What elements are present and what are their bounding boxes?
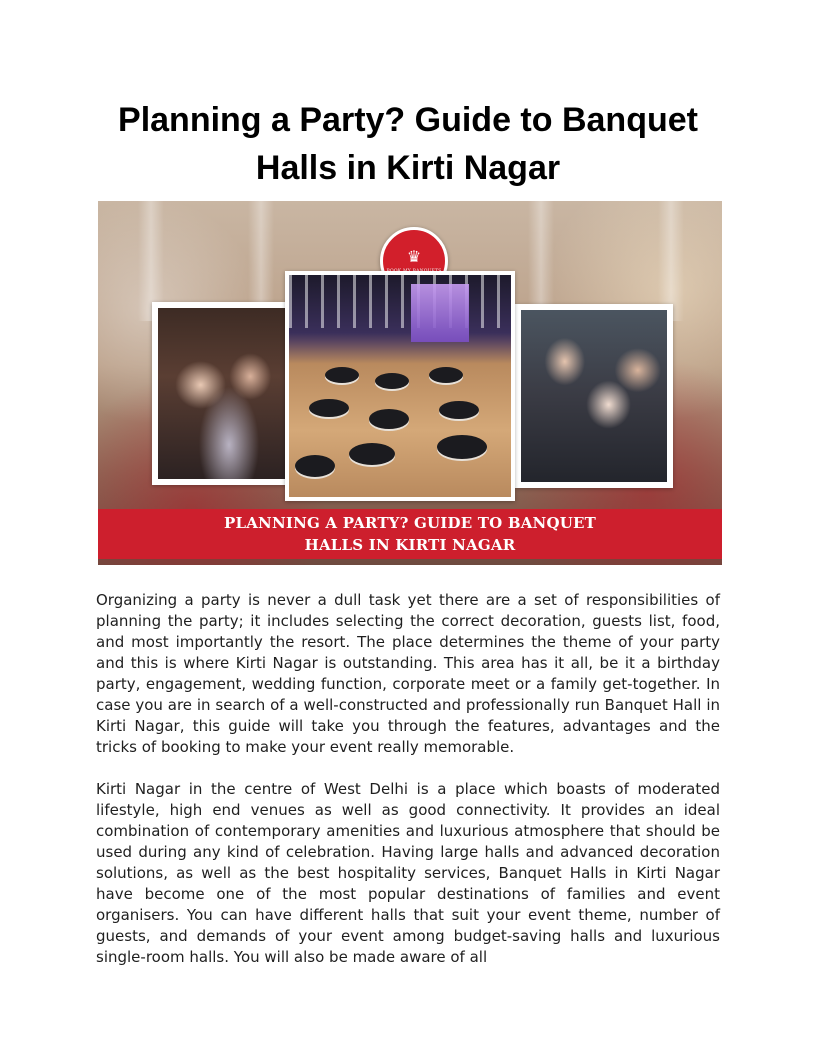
hero-image xyxy=(98,201,722,565)
round-table xyxy=(429,367,463,383)
dancing-crowd-image xyxy=(158,308,300,479)
banquet-hall-image xyxy=(289,275,511,497)
stage-lighting xyxy=(411,284,469,342)
banner-line: HALLS IN KIRTI NAGAR xyxy=(304,536,516,554)
party-photo-left xyxy=(152,302,306,485)
round-table xyxy=(437,435,487,459)
party-photo-right xyxy=(515,304,673,488)
paragraph: Organizing a party is never a dull task yet there are a set of responsibilities of planning the party; it includes selecting the correct decoration, guests list, food, and most importantly the resort. The place determines the theme of your party and this is where Kirti Nagar is outstanding. This area has it all, be it a birthday party, engagement, wedding function, corporate meet or a family get-together. In case you are in search of a well-constructed and professionally run Banquet Hall in Kirti Nagar, this guide will take you through the features, advantages and the tricks of booking to make your event really memorable. xyxy=(96,591,720,756)
round-table xyxy=(349,443,395,465)
ceiling-lights xyxy=(289,275,511,328)
round-table xyxy=(325,367,359,383)
round-table xyxy=(309,399,349,417)
round-table xyxy=(439,401,479,419)
background-drape xyxy=(658,201,684,321)
page-title: Planning a Party? Guide to Banquet Halls in Kirti Nagar xyxy=(118,101,698,187)
celebrating-crowd-image xyxy=(521,310,667,482)
round-table xyxy=(375,373,409,389)
crown-icon: ♛ xyxy=(406,246,422,266)
paragraph: Kirti Nagar in the centre of West Delhi is a place which boasts of moderated lifestyle, high end venues as well as good connectivity. It provides an ideal combination of contemporary amenities and luxurious atmosphere that should be used during any kind of celebration. Having large halls and advanced decoration solutions, as well as the best hospitality services, Banquet Halls in Kirti Nagar have become one of the most popular destinations of families and event organisers. You can have different halls that suit your event theme, number of guests, and demands of your event among budget-saving halls and luxurious single-room halls. You will also be made aware of all xyxy=(96,780,720,966)
round-table xyxy=(369,409,409,429)
banner-line: PLANNING A PARTY? GUIDE TO BANQUET xyxy=(223,514,596,532)
banquet-hall-photo xyxy=(285,271,515,501)
article-body xyxy=(96,590,720,989)
round-table xyxy=(295,455,335,477)
hero-banner xyxy=(98,509,722,559)
background-drape xyxy=(528,201,554,321)
